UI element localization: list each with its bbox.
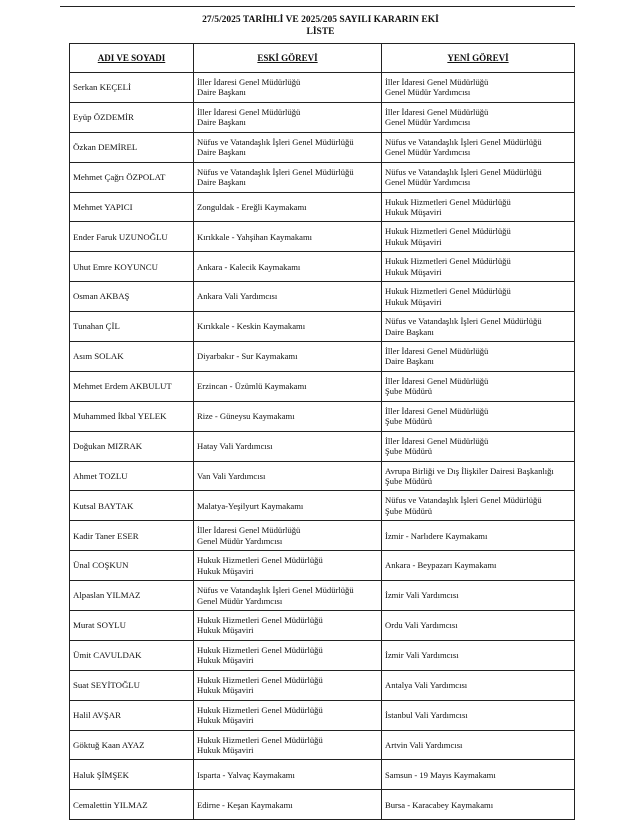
new-position-line: Genel Müdür Yardımcısı [385,177,471,188]
old-position-line: Nüfus ve Vatandaşlık İşleri Genel Müdürlüğü [197,585,354,596]
new-position-line: İller İdaresi Genel Müdürlüğü [385,106,489,117]
old-position-line: Hukuk Müşaviri [197,625,254,636]
table-row [70,670,575,700]
person-name-cell: Ünal COŞKUN [70,551,194,581]
new-position-line: Bursa - Karacabey Kaymakamı [385,799,494,810]
new-position-line: İzmir Vali Yardımcısı [385,650,459,661]
appointments-table [69,43,575,820]
person-name-cell: Uhut Emre KOYUNCU [70,252,194,282]
new-position-line: Antalya Vali Yardımcısı [385,680,468,690]
document-subtitle: LİSTE [306,27,335,37]
old-position-line: Daire Başkanı [197,87,246,98]
old-position-line: Hukuk Müşaviri [197,685,254,696]
old-position-line: Nüfus ve Vatandaşlık İşleri Genel Müdürlüğü [197,166,354,177]
old-position-cell [194,222,382,252]
table-row [70,431,575,461]
new-position-line: Hukuk Hizmetleri Genel Müdürlüğü [385,286,511,297]
person-name-cell: Kutsal BAYTAK [70,491,194,521]
new-position-line: Samsun - 19 Mayıs Kaymakamı [385,769,496,780]
person-name-cell: Suat SEYİTOĞLU [70,670,194,700]
new-position-line: Hukuk Hizmetleri Genel Müdürlüğü [385,226,511,237]
old-position-cell [194,431,382,461]
new-position-cell [382,461,575,491]
new-position-cell [382,491,575,521]
person-name-cell: Tunahan ÇİL [70,312,194,342]
old-position-line: Hukuk Müşaviri [197,745,254,756]
person-name-cell: Haluk ŞİMŞEK [70,760,194,790]
old-position-cell [194,461,382,491]
person-name-cell: Murat SOYLU [70,611,194,641]
old-position-line: Ankara - Kalecik Kaymakamı [197,261,301,272]
old-position-line: Kırıkkale - Keskin Kaymakamı [197,321,306,332]
person-name-cell: Ahmet TOZLU [70,461,194,491]
new-position-line: Hukuk Hizmetleri Genel Müdürlüğü [385,256,511,267]
new-position-line: Hukuk Hizmetleri Genel Müdürlüğü [385,196,511,207]
new-position-line: Genel Müdür Yardımcısı [385,87,471,98]
old-position-line: Hukuk Müşaviri [197,655,254,666]
old-position-cell [194,312,382,342]
new-position-cell [382,760,575,790]
old-position-cell [194,611,382,641]
new-position-line: Ordu Vali Yardımcısı [385,620,458,631]
old-position-cell [194,342,382,372]
person-name-cell: Cemalettin YILMAZ [70,790,194,820]
old-position-line: Nüfus ve Vatandaşlık İşleri Genel Müdürlüğü [197,136,354,147]
old-position-line: Edirne - Keşan Kaymakamı [197,799,293,810]
old-position-cell [194,401,382,431]
old-position-cell [194,192,382,222]
new-position-line: Şube Müdürü [385,386,433,397]
column-header-new-position: YENİ GÖREVİ [382,44,575,73]
old-position-cell [194,282,382,312]
table-row [70,252,575,282]
old-position-cell [194,581,382,611]
old-position-line: Genel Müdür Yardımcısı [197,535,283,546]
old-position-line: Hukuk Hizmetleri Genel Müdürlüğü [197,614,323,625]
new-position-cell [382,521,575,551]
new-position-cell [382,730,575,760]
new-position-line: Şube Müdürü [385,416,433,427]
old-position-line: Ankara Vali Yardımcısı [197,291,278,302]
new-position-line: Artvin Vali Yardımcısı [385,739,463,750]
new-position-cell [382,401,575,431]
person-name-cell: Asım SOLAK [70,342,194,372]
table-row [70,401,575,431]
old-position-cell [194,790,382,820]
new-position-line: Şube Müdürü [385,446,433,457]
person-name-cell: Kadir Taner ESER [70,521,194,551]
table-row [70,581,575,611]
old-position-line: Hukuk Müşaviri [197,565,254,576]
person-name-cell: Halil AVŞAR [70,700,194,730]
old-position-cell [194,700,382,730]
old-position-line: Hukuk Hizmetleri Genel Müdürlüğü [197,734,323,745]
old-position-line: Erzincan - Üzümlü Kaymakamı [197,381,307,392]
new-position-line: İzmir Vali Yardımcısı [385,590,459,601]
table-row [70,611,575,641]
new-position-cell [382,611,575,641]
person-name-cell: Mehmet YAPICI [70,192,194,222]
new-position-line: İller İdaresi Genel Müdürlüğü [385,375,489,386]
person-name-cell: Mehmet Çağrı ÖZPOLAT [70,162,194,192]
table-row [70,222,575,252]
old-position-cell [194,371,382,401]
old-position-cell [194,521,382,551]
old-position-line: İller İdaresi Genel Müdürlüğü [197,76,301,87]
table-row [70,342,575,372]
new-position-cell [382,342,575,372]
old-position-cell [194,760,382,790]
new-position-line: İzmir - Narlıdere Kaymakamı [385,530,488,541]
old-position-line: Zonguldak - Ereğli Kaymakamı [197,201,307,212]
person-name-cell: Mehmet Erdem AKBULUT [70,371,194,401]
table-row [70,162,575,192]
person-name-cell: Serkan KEÇELİ [70,73,194,103]
person-name-cell: Osman AKBAŞ [70,282,194,312]
person-name-cell: Ümit CAVULDAK [70,640,194,670]
new-position-cell [382,132,575,162]
new-position-line: Şube Müdürü [385,476,433,487]
new-position-line: Hukuk Müşaviri [385,296,442,307]
person-name-cell: Muhammed İkbal YELEK [70,401,194,431]
new-position-cell [382,252,575,282]
new-position-cell [382,790,575,820]
old-position-line: Diyarbakır - Sur Kaymakamı [197,351,298,362]
old-position-line: Van Vali Yardımcısı [197,470,266,481]
old-position-cell [194,102,382,132]
old-position-cell [194,162,382,192]
table-row [70,491,575,521]
person-name-cell: Ender Faruk UZUNOĞLU [70,222,194,252]
new-position-line: Hukuk Müşaviri [385,207,442,217]
new-position-line: Nüfus ve Vatandaşlık İşleri Genel Müdürlüğü [385,166,542,177]
new-position-cell [382,581,575,611]
new-position-line: Genel Müdür Yardımcısı [385,117,471,128]
table-header-row [70,44,575,73]
new-position-line: İller İdaresi Genel Müdürlüğü [385,405,489,416]
person-name-cell: Eyüp ÖZDEMİR [70,102,194,132]
new-position-cell [382,222,575,252]
table-row [70,282,575,312]
new-position-line: Hukuk Müşaviri [385,236,442,247]
new-position-line: Nüfus ve Vatandaşlık İşleri Genel Müdürlüğü [385,136,542,147]
old-position-line: Daire Başkanı [197,117,246,128]
person-name-cell: Alpaslan YILMAZ [70,581,194,611]
table-row [70,640,575,670]
top-rule [60,6,575,7]
old-position-line: Hukuk Hizmetleri Genel Müdürlüğü [197,704,323,715]
new-position-line: Daire Başkanı [385,356,434,367]
old-position-cell [194,73,382,103]
old-position-line: Hukuk Hizmetleri Genel Müdürlüğü [197,674,323,685]
new-position-line: Avrupa Birliği ve Dış İlişkiler Dairesi Başkanlığı [385,465,554,476]
new-position-cell [382,282,575,312]
old-position-line: Hukuk Müşaviri [197,715,254,726]
old-position-line: Malatya-Yeşilyurt Kaymakamı [197,500,304,511]
new-position-cell [382,102,575,132]
new-position-line: Nüfus ve Vatandaşlık İşleri Genel Müdürlüğü [385,495,542,506]
table-row [70,102,575,132]
old-position-line: Hukuk Hizmetleri Genel Müdürlüğü [197,644,323,655]
table-row [70,790,575,820]
old-position-cell [194,730,382,760]
table-row [70,521,575,551]
new-position-cell [382,700,575,730]
old-position-line: Hukuk Hizmetleri Genel Müdürlüğü [197,555,323,566]
table-row [70,312,575,342]
new-position-line: İller İdaresi Genel Müdürlüğü [385,76,489,87]
person-name-cell: Doğukan MIZRAK [70,431,194,461]
old-position-line: Hatay Vali Yardımcısı [197,440,273,451]
old-position-cell [194,640,382,670]
old-position-line: Kırıkkale - Yahşihan Kaymakamı [197,231,313,242]
new-position-cell [382,640,575,670]
new-position-cell [382,192,575,222]
old-position-line: Rize - Güneysu Kaymakamı [197,410,295,421]
old-position-line: Genel Müdür Yardımcısı [197,595,283,606]
table-row [70,551,575,581]
new-position-cell [382,73,575,103]
new-position-line: Daire Başkanı [385,326,434,337]
old-position-line: İller İdaresi Genel Müdürlüğü [197,525,301,536]
old-position-line: Isparta - Yalvaç Kaymakamı [197,769,295,780]
new-position-line: Nüfus ve Vatandaşlık İşleri Genel Müdürlüğü [385,316,542,327]
new-position-cell [382,162,575,192]
table-row [70,73,575,103]
table-row [70,371,575,401]
column-header-name: ADI VE SOYADI [70,44,194,73]
old-position-cell [194,491,382,521]
person-name-cell: Özkan DEMİREL [70,132,194,162]
new-position-cell [382,312,575,342]
new-position-cell [382,670,575,700]
table-row [70,760,575,790]
person-name-cell: Göktuğ Kaan AYAZ [70,730,194,760]
old-position-line: İller İdaresi Genel Müdürlüğü [197,106,301,117]
new-position-line: Şube Müdürü [385,505,433,516]
table-row [70,192,575,222]
old-position-cell [194,551,382,581]
table-row [70,700,575,730]
new-position-cell [382,371,575,401]
old-position-cell [194,252,382,282]
old-position-line: Daire Başkanı [197,147,246,158]
old-position-cell [194,132,382,162]
table-row [70,132,575,162]
column-header-old-position: ESKİ GÖREVİ [194,44,382,73]
new-position-line: İstanbul Vali Yardımcısı [385,709,468,720]
old-position-line: Daire Başkanı [197,177,246,188]
new-position-line: İller İdaresi Genel Müdürlüğü [385,345,489,356]
new-position-cell [382,431,575,461]
table-row [70,461,575,491]
new-position-line: İller İdaresi Genel Müdürlüğü [385,435,489,446]
new-position-cell [382,551,575,581]
new-position-line: Ankara - Beypazarı Kaymakamı [385,560,497,571]
document-title: 27/5/2025 TARİHLİ VE 2025/205 SAYILI KARARIN EKİ [202,15,439,25]
new-position-line: Genel Müdür Yardımcısı [385,147,471,158]
old-position-cell [194,670,382,700]
table-row [70,730,575,760]
new-position-line: Hukuk Müşaviri [385,266,442,277]
